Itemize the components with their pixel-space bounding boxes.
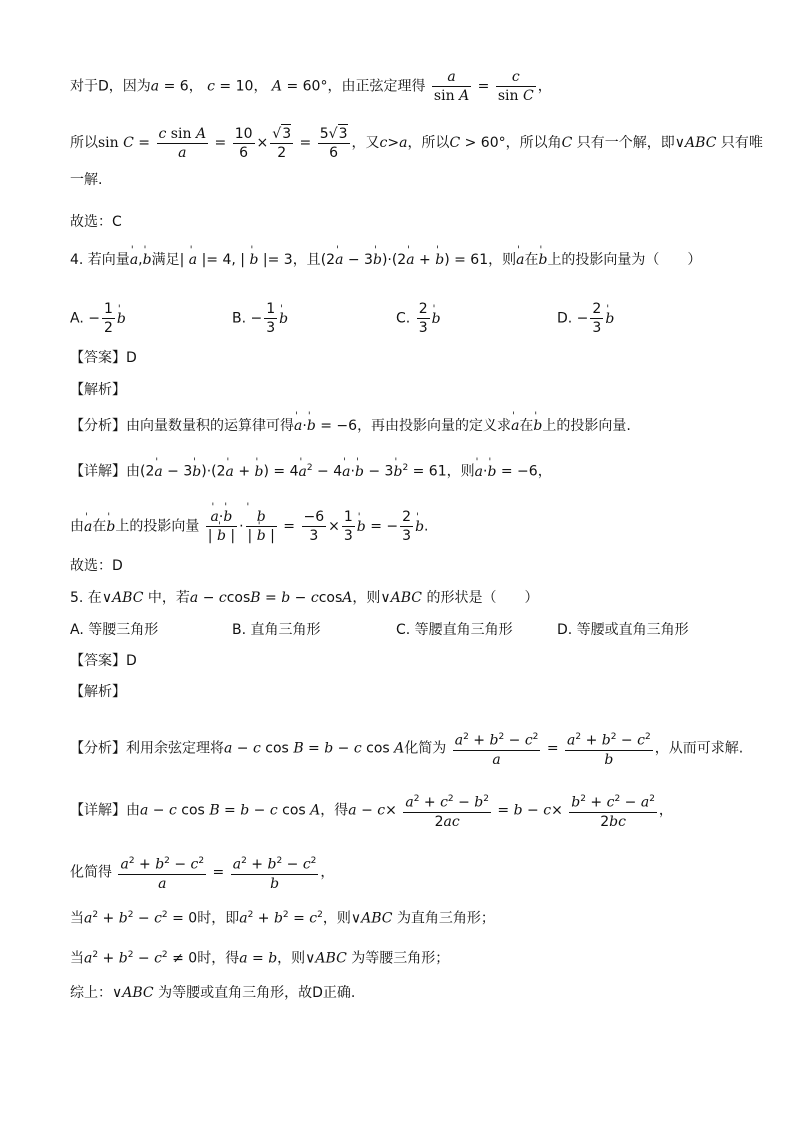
q5-stem: 5. 在∨ABC 中，若a − ccosB = b − ccosA，则∨ABC 的形状是（ ） [70,590,539,606]
q5-conclusion: 综上：∨ABC 为等腰或直角三角形，故D正确. [70,985,356,1001]
q5-analysis: 【解析】 [70,684,126,700]
q4-xiangjie: 【详解】由(2' a − 3' b)·(2' a + ' b) = 4' $a^2 - 4'$ a·' b − 3' $b^2 = 61$，则' a·' b = −6， [70,458,552,482]
q5-case-1: 当$a^2 + b^2 - c^2 = 0$时，即$a^2 + b^2 = c^2$，则∨ABC 为直角三角形； [70,910,495,927]
q5-case-2: 当$a^2 + b^2 - c^2 \ne 0$时，得a = b，则∨ABC 为等腰三角形； [70,950,450,967]
q5-xiangjie: 【详解】由a − c cos B = b − c cos A，得a − c× $\frac{a^2 + c^2 - b^2}{2ac}$ = b − c× $\frac{b^2 + c^2 - a^2}{2bc}$ ， [70,790,673,831]
q4-stem: 4. 若向量' a,' b满足| ' a |= 4, | ' b |= 3，且(2' a − 3' b)·(2' a + ' b) = 61，则' a在' b上的投影向量为（ ） [70,250,701,270]
q4-option-a: A. − $\frac{1}{2}$ ' b [70,300,126,337]
q4-projection: 由' a在' b上的投影向量 ' $\frac{a\cdot' b}{| ' b |}$ · ' $\frac{b}{| ' b |}$ = $\frac{-6}{3}$ × $\frac{1}{3}$ ' b = − $\frac{2}{3}$ ' b. [70,508,428,545]
q5-simplify: 化简得 $\frac{a^2 + b^2 - c^2}{a}$ = $\frac{a^2 + b^2 - c^2}{b}$ ， [70,852,334,893]
q5-answer: 【答案】D [70,653,137,669]
q3-line-3: 一解. [70,172,103,188]
q4-answer: 【答案】D [70,350,137,366]
q4-choose: 故选：D [70,558,123,574]
q3-choose: 故选：C [70,214,122,230]
q5-option-d: D. 等腰或直角三角形 [557,622,689,638]
q4-option-d: D. − $\frac{2}{3}$ ' b [557,300,614,337]
q3-line-1: 对于D，因为a = 6， c = 10， A = 60°，由正弦定理得 $\frac{a}{\text{sin A}}$ = $\frac{c}{\text{sin C}}$ ， [70,69,552,104]
q3-line-2: 所以sin C = $\frac{\text{c sin A}}{a}$ = $\frac{10}{6}$ × $\frac{√3}{2}$ = $\frac{5√3}{6}$ ，又c>a，所以C > 60°，所以角C 只有一个解，即∨ABC 只有唯 [70,125,763,161]
q4-option-c: C. $\frac{2}{3}$ ' b [396,300,441,337]
q4-analysis: 【解析】 [70,382,126,398]
q5-fenxi: 【分析】利用余弦定理将a − c cos B = b − c cos A化简为 $\frac{a^2 + b^2 - c^2}{a}$ = $\frac{a^2 + b^2 - c^2}{b}$ ，从而可求解. [70,728,743,769]
q5-option-a: A. 等腰三角形 [70,622,159,638]
q4-option-b: B. − $\frac{1}{3}$ ' b [232,300,288,337]
q5-option-c: C. 等腰直角三角形 [396,622,513,638]
q5-option-b: B. 直角三角形 [232,622,321,638]
q4-fenxi: 【分析】由向量数量积的运算律可得' a·' b = −6，再由投影向量的定义求' a在' b上的投影向量. [70,416,631,436]
